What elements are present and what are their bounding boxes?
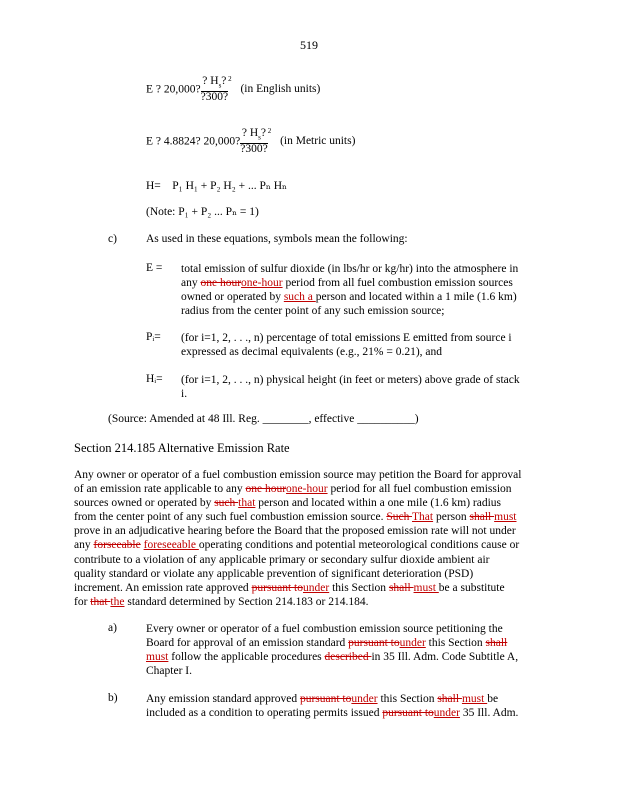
def-p-text: (for i=1, 2, . . ., n) percentage of total emissions E emitted from source i expressed as decimal equivalents (e.g., 21% = 0.21), and bbox=[181, 332, 512, 359]
equation-english: E ? 20,000? $\frac{? H_s?}{?300?}$ $^2$ (in English units) bbox=[146, 75, 321, 104]
equation-metric: E ? 4.8824? 20,000? $\frac{? H_s?}{?300?}$ $^2$ (in Metric units) bbox=[146, 127, 356, 156]
equation-height: H= P₁ H₁ + P₂ H₂ + ... Pₙ Hₙ bbox=[146, 180, 287, 192]
equation-lhs: E ? 4.8824? 20,000? bbox=[146, 135, 241, 148]
def-p-symbol: Pᵢ= bbox=[146, 331, 161, 343]
item-a-label: a) bbox=[108, 622, 117, 634]
page-number: 519 bbox=[300, 38, 318, 52]
section-heading: Section 214.185 Alternative Emission Rate bbox=[74, 441, 290, 455]
item-c-label: c) bbox=[108, 233, 117, 245]
def-h-symbol: Hᵢ= bbox=[146, 373, 163, 385]
equation-note: (Note: P₁ + P₂ ... Pₙ = 1) bbox=[146, 206, 259, 218]
units-label: (in English units) bbox=[240, 83, 321, 96]
item-a-text: Every owner or operator of a fuel combustion emission source petitioning the Board for approval of an emission standard pursuant tounder this Section shall must follow the applicable procedures described in 35 Ill. Adm. Code Subtitle A, Chapter I. bbox=[146, 623, 519, 678]
item-b-text: Any emission standard approved pursuant tounder this Section shall must be included as a condition to operating permits issued pursuant tounder 35 Ill. Adm. bbox=[146, 693, 519, 720]
def-h-text: (for i=1, 2, . . ., n) physical height (in feet or meters) above grade of stack i. bbox=[181, 374, 520, 401]
source-note: (Source: Amended at 48 Ill. Reg. ________, effective __________) bbox=[108, 413, 419, 425]
item-c-text: As used in these equations, symbols mean the following: bbox=[146, 233, 408, 245]
main-paragraph: Any owner or operator of a fuel combustion emission source may petition the Board for approval of an emission rate applicable to any one hourone-hour period for all fuel combustion emission sources owned or operated by such that person and located within a one mile (1.6 km) radius from the center point of any such fuel combustion emission source. Such That person shall must prove in an adjudicative hearing before the Board that the proposed emission rate will not under any forseeable foreseeable operating conditions and potential meteorological conditions cause or contribute to a violation of any applicable primary or secondary sulfur dioxide ambient air quality standard or violate any applicable prevention of significant deterioration (PSD) increment. An emission rate approved pursuant tounder this Section shall must be a substitute for that the standard determined by Section 214.183 or 214.184. bbox=[74, 469, 522, 608]
equation-lhs: E ? 20,000? bbox=[146, 83, 201, 96]
def-e-text: total emission of sulfur dioxide (in lbs/hr or kg/hr) into the atmosphere in any one hourone-hour period from all fuel combustion emission sources owned or operated by such a person and located within a 1 mile (1.6 km) radius from the center point of any such emission source; bbox=[181, 263, 519, 318]
def-e-symbol: E = bbox=[146, 262, 163, 274]
item-b-label: b) bbox=[108, 692, 118, 704]
units-label: (in Metric units) bbox=[280, 135, 356, 148]
fraction: $\frac{? H_s?}{?300?}$ bbox=[240, 127, 268, 156]
fraction: $\frac{? H_s?}{?300?}$ bbox=[200, 75, 229, 104]
